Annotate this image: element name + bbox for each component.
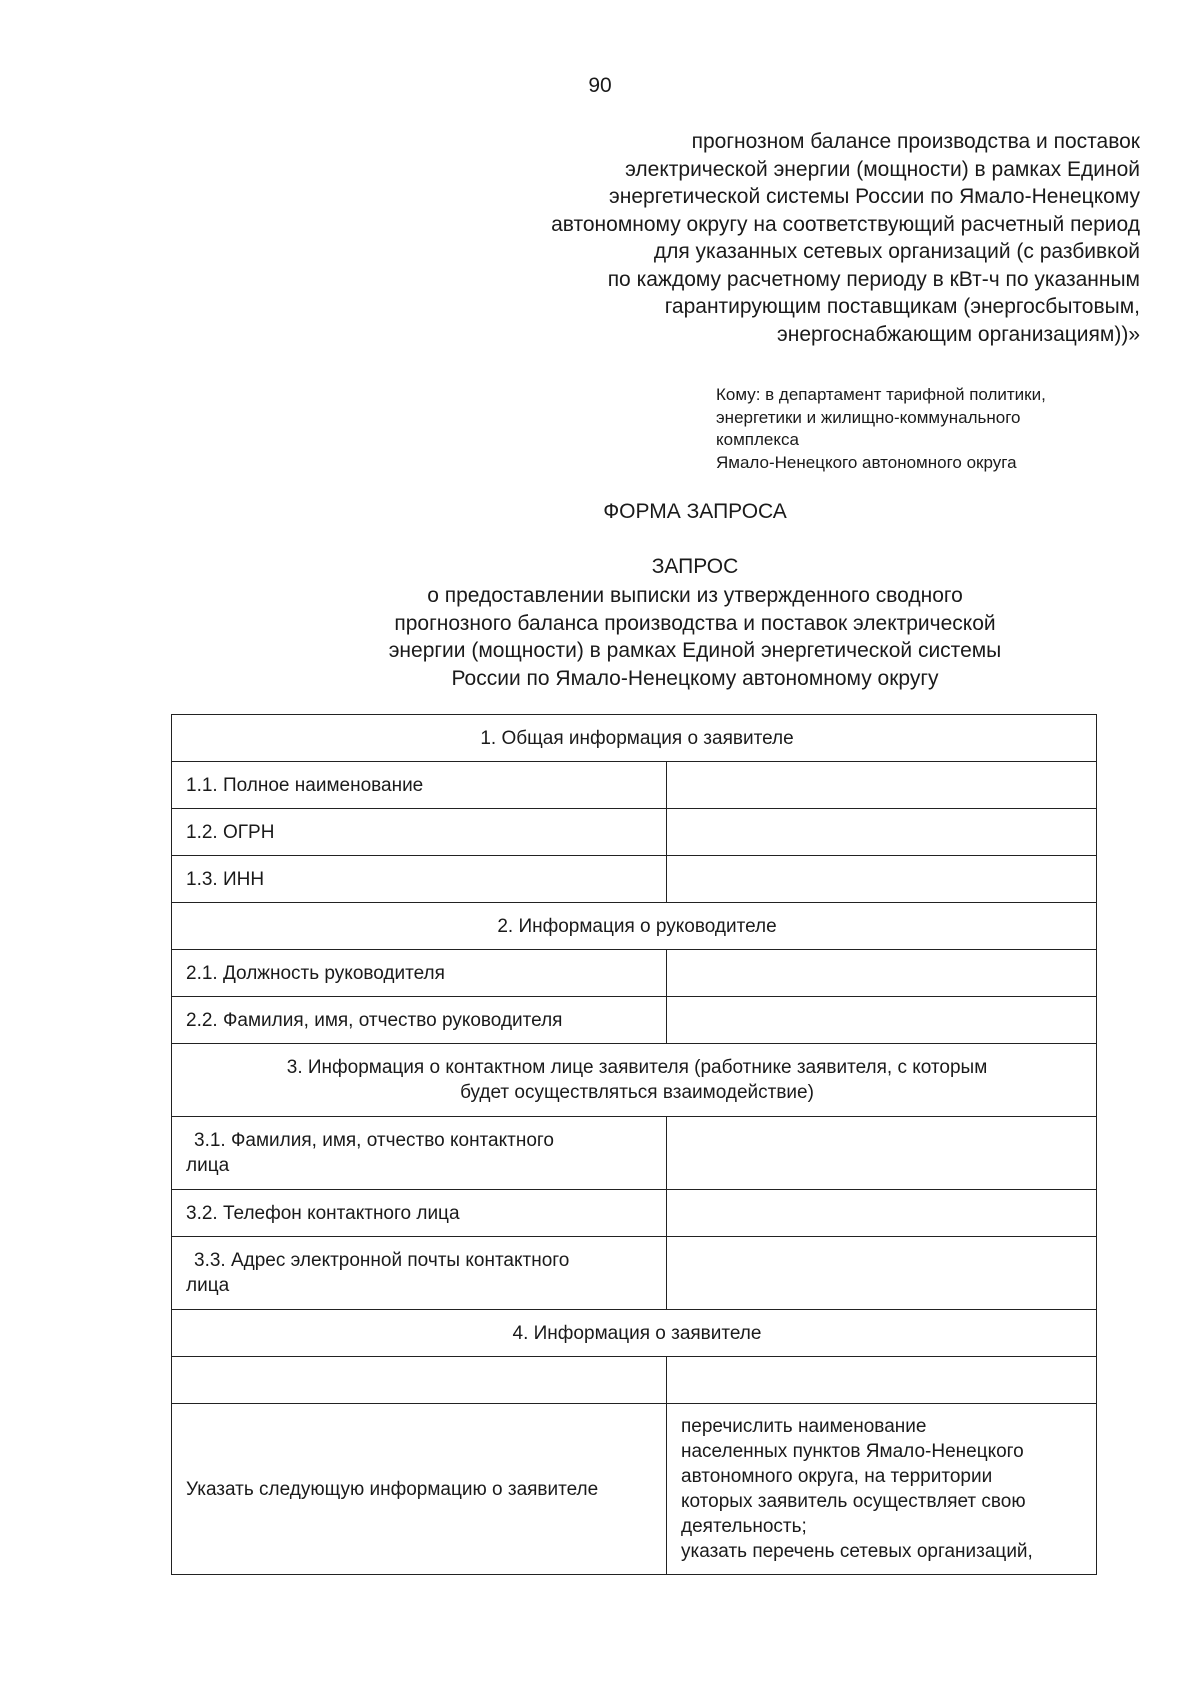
page-number: 90 xyxy=(588,74,612,97)
recipient-line: комплекса xyxy=(716,430,799,449)
recipient-line: Кому: в департамент тарифной политики, xyxy=(716,385,1046,404)
intro-text xyxy=(380,128,1140,348)
label-contact-phone: 3.2. Телефон контактного лица xyxy=(172,1190,667,1237)
recipient-line: энергетики и жилищно-коммунального xyxy=(716,407,1021,427)
section-contact-info xyxy=(172,1044,1097,1117)
table-row xyxy=(172,1310,1097,1357)
label-contact-email-line: лица xyxy=(186,1275,230,1296)
request-subtitle-line: прогнозного баланса производства и поставок электрической xyxy=(394,611,996,635)
field-head-name[interactable] xyxy=(667,997,1097,1044)
recipient-line: Ямало-Ненецкого автономного округа xyxy=(716,452,1017,472)
label-contact-email-line: 3.3. Адрес электронной почты контактного xyxy=(194,1250,570,1271)
instruction-line: автономного округа, на территории xyxy=(681,1466,993,1487)
table-row xyxy=(172,856,1097,903)
table-row xyxy=(172,903,1097,950)
table-row xyxy=(172,1404,1097,1575)
section-general-info: 1. Общая информация о заявителе xyxy=(172,715,1097,762)
intro-line: электрической энергии (мощности) в рамках Единой xyxy=(625,157,1140,181)
label-head-name: 2.2. Фамилия, имя, отчество руководителя xyxy=(172,997,667,1044)
intro-line: энергоснабжающим организациям))» xyxy=(777,322,1140,346)
intro-line: для указанных сетевых организаций (с разбивкой xyxy=(653,240,1140,263)
label-ogrn: 1.2. ОГРН xyxy=(172,809,667,856)
empty-cell[interactable] xyxy=(172,1357,667,1404)
label-contact-name-line: лица xyxy=(186,1155,230,1176)
intro-line: прогнозном балансе производства и поставок xyxy=(691,130,1140,153)
applicant-details-instructions xyxy=(667,1404,1097,1575)
field-head-position[interactable] xyxy=(667,950,1097,997)
section-head-info: 2. Информация о руководителе xyxy=(172,903,1097,950)
field-contact-name[interactable] xyxy=(667,1117,1097,1190)
field-contact-email[interactable] xyxy=(667,1237,1097,1310)
empty-cell[interactable] xyxy=(667,1357,1097,1404)
table-row xyxy=(172,1044,1097,1117)
section-contact-line: будет осуществляться взаимодействие) xyxy=(460,1082,814,1103)
recipient-block xyxy=(716,384,1136,474)
instruction-line: которых заявитель осуществляет свою xyxy=(681,1491,1026,1512)
table-row xyxy=(172,762,1097,809)
request-form-table xyxy=(171,714,1097,1575)
field-full-name[interactable] xyxy=(667,762,1097,809)
intro-line: по каждому расчетному периоду в кВт-ч по указанным xyxy=(607,267,1140,291)
section-applicant-info: 4. Информация о заявителе xyxy=(172,1310,1097,1357)
label-applicant-details: Указать следующую информацию о заявителе xyxy=(172,1404,667,1575)
intro-line: гарантирующим поставщикам (энергосбытовым, xyxy=(664,295,1140,318)
table-row xyxy=(172,1117,1097,1190)
field-ogrn[interactable] xyxy=(667,809,1097,856)
table-row xyxy=(172,997,1097,1044)
section-contact-line: 3. Информация о контактном лице заявителя (работнике заявителя, с которым xyxy=(286,1057,988,1078)
request-subtitle-line: энергии (мощности) в рамках Единой энергетической системы xyxy=(388,639,1002,662)
field-inn[interactable] xyxy=(667,856,1097,903)
request-subtitle-line: России по Ямало-Ненецкому автономному округу xyxy=(451,666,939,690)
table-row xyxy=(172,1357,1097,1404)
request-subtitle-line: о предоставлении выписки из утвержденного сводного xyxy=(427,584,963,607)
table-row xyxy=(172,809,1097,856)
request-subtitle xyxy=(0,582,1200,692)
label-contact-name xyxy=(172,1117,667,1190)
table-row xyxy=(172,1237,1097,1310)
intro-line: энергетической системы России по Ямало-Ненецкому xyxy=(609,185,1140,208)
table-row xyxy=(172,715,1097,762)
instruction-line: деятельность; xyxy=(681,1516,807,1537)
intro-line: автономному округу на соответствующий расчетный период xyxy=(551,212,1140,236)
table-row xyxy=(172,950,1097,997)
label-full-name: 1.1. Полное наименование xyxy=(172,762,667,809)
label-inn: 1.3. ИНН xyxy=(172,856,667,903)
instruction-line: перечислить наименование xyxy=(681,1416,927,1437)
field-contact-phone[interactable] xyxy=(667,1190,1097,1237)
table-row xyxy=(172,1190,1097,1237)
instruction-line: населенных пунктов Ямало-Ненецкого xyxy=(681,1441,1024,1462)
label-contact-name-line: 3.1. Фамилия, имя, отчество контактного xyxy=(194,1130,554,1151)
instruction-line: указать перечень сетевых организаций, xyxy=(681,1541,1033,1562)
form-title: ФОРМА ЗАПРОСА xyxy=(603,500,787,523)
label-contact-email xyxy=(172,1237,667,1310)
request-heading: ЗАПРОС xyxy=(651,555,739,578)
label-head-position: 2.1. Должность руководителя xyxy=(172,950,667,997)
